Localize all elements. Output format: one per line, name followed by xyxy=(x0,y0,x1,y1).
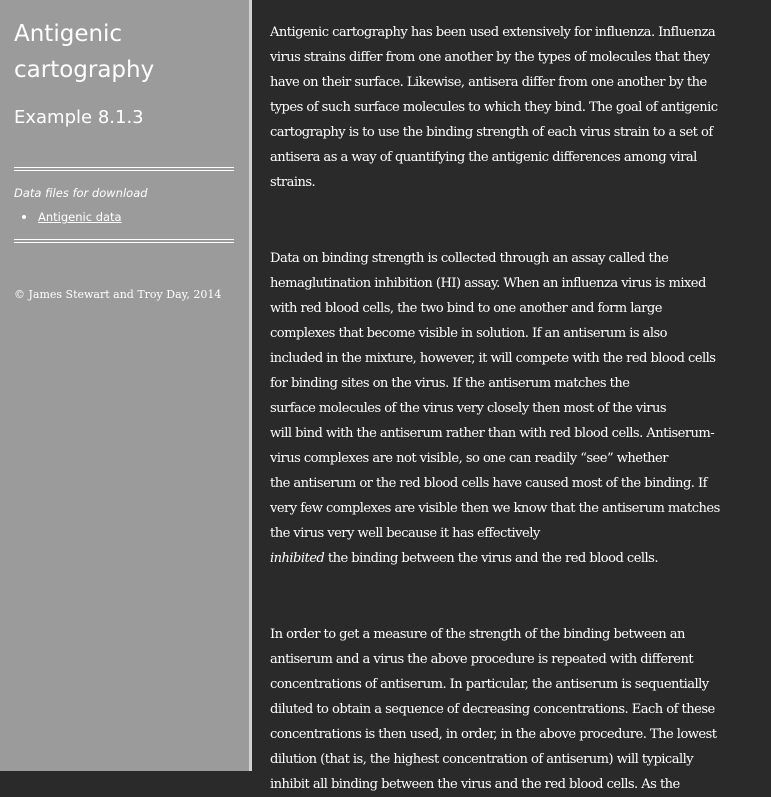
text-line: types of such surface molecules to which they bind. The goal of antigenic xyxy=(270,100,718,116)
text-line: antiserum and a virus the above procedure is repeated with different xyxy=(270,651,694,667)
text-line: virus complexes are not visible, so one can readily “see” whether xyxy=(270,451,668,467)
text-line: hemaglutination inhibition (HI) assay. When an influenza virus is mixed xyxy=(270,275,706,291)
text-line: Data on binding strength is collected through an assay called the xyxy=(270,250,669,266)
downloads-heading: Data files for download xyxy=(14,186,148,200)
text-line: concentrations is then used, in order, in the above procedure. The lowest xyxy=(270,726,717,742)
text-line: complexes that become visible in solution. If an antiserum is also xyxy=(270,325,668,341)
text-line: Antigenic cartography has been used extensively for influenza. Influenza xyxy=(270,25,716,40)
paragraph-dilution xyxy=(270,622,771,797)
text-line: cartography is to use the binding strength of each virus strain to a set of xyxy=(270,125,713,141)
text-line-rest: the binding between the virus and the red blood cells. xyxy=(324,551,658,567)
site-title-line-1: Antigenic xyxy=(14,21,123,47)
sidebar-border xyxy=(249,0,252,771)
text-line: for binding sites on the virus. If the antiserum matches the xyxy=(270,375,630,391)
download-item xyxy=(22,210,122,224)
text-line: will bind with the antiserum rather than with red blood cells. Antiserum- xyxy=(270,426,715,442)
bullet-icon xyxy=(22,215,26,219)
paragraph-spacer xyxy=(270,572,771,622)
text-line: inhibit all binding between the virus and the red blood cells. As the xyxy=(270,777,680,793)
text-line: In order to get a measure of the strength of the binding between an xyxy=(270,626,685,642)
sidebar-divider-bottom xyxy=(14,239,234,243)
sidebar xyxy=(0,0,249,771)
text-line: the antiserum or the red blood cells have caused most of the binding. If xyxy=(270,476,707,492)
text-line: dilution (that is, the highest concentration of antiserum) will typically xyxy=(270,751,694,767)
text-line: very few complexes are visible then we know that the antiserum matches xyxy=(270,501,720,517)
text-line: the virus very well because it has effectively xyxy=(270,526,540,542)
download-list xyxy=(22,210,122,224)
text-line: virus strains differ from one another by the types of molecules that they xyxy=(270,50,710,66)
main-content xyxy=(270,20,771,797)
site-title-line-2: cartography xyxy=(14,57,155,83)
text-line: strains. xyxy=(270,175,316,191)
antigenic-data-link[interactable]: Antigenic data xyxy=(38,210,122,224)
sidebar-divider-top xyxy=(14,167,234,171)
paragraph-intro xyxy=(270,20,771,196)
text-line: surface molecules of the virus very closely then most of the virus xyxy=(270,401,667,417)
example-number: Example 8.1.3 xyxy=(14,107,144,128)
text-line: included in the mixture, however, it will compete with the red blood cells xyxy=(270,350,716,366)
text-line: with red blood cells, the two bind to one another and form large xyxy=(270,300,662,316)
paragraph-hi-assay xyxy=(270,246,771,572)
paragraph-spacer xyxy=(270,196,771,246)
text-line: antisera as a way of quantifying the antigenic differences among viral xyxy=(270,150,697,166)
emphasis-word: inhibited xyxy=(270,551,325,567)
site-title xyxy=(14,16,214,88)
text-line: have on their surface. Likewise, antisera differ from one another by the xyxy=(270,75,707,91)
copyright-notice: © James Stewart and Troy Day, 2014 xyxy=(14,288,222,301)
text-line: diluted to obtain a sequence of decreasing concentrations. Each of these xyxy=(270,701,715,717)
text-line: concentrations of antiserum. In particular, the antiserum is sequentially xyxy=(270,676,709,692)
text-line-emphasis xyxy=(270,546,771,571)
